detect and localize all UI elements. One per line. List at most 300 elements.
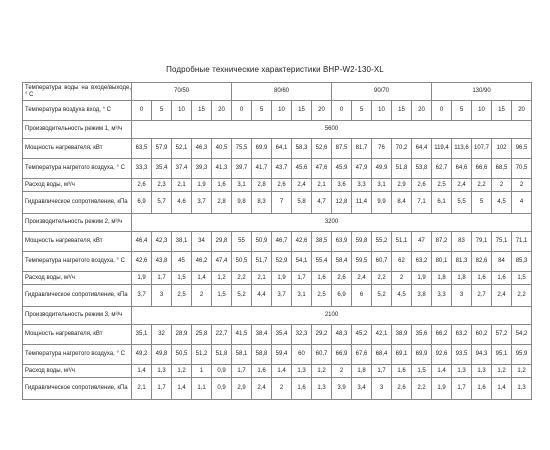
table-cell: 49,2: [132, 345, 152, 365]
table-row: [23, 139, 532, 159]
table-cell: 1,8: [452, 272, 472, 285]
row-label: Гидравлическое сопротивление, кПа: [23, 285, 132, 307]
table-row: [23, 272, 532, 285]
table-cell: 3,6: [332, 179, 352, 192]
table-cell: 5,2: [372, 285, 392, 307]
table-cell: 119,4: [432, 139, 452, 159]
table-cell: 49,9: [372, 159, 392, 179]
table-cell: 46,3: [192, 139, 212, 159]
air-temp-label: Температура воздуха вход, ° С: [23, 101, 132, 121]
table-cell: 41,7: [252, 159, 272, 179]
table-cell: 1,4: [492, 378, 512, 400]
table-cell: 2,5: [432, 179, 452, 192]
table-cell: 1,9: [272, 272, 292, 285]
table-cell: 5,5: [452, 192, 472, 214]
table-cell: 2,6: [132, 179, 152, 192]
table-cell: 2,1: [172, 179, 192, 192]
table-cell: 39,7: [232, 159, 252, 179]
table-cell: 81,7: [352, 139, 372, 159]
table-cell: 38,4: [252, 325, 272, 345]
table-cell: 2,2: [232, 272, 252, 285]
air-temp-cell: 10: [272, 101, 292, 121]
table-cell: 2,2: [512, 285, 532, 307]
air-temp-cell: 10: [472, 101, 492, 121]
table-row: [23, 345, 532, 365]
table-cell: 79,1: [472, 232, 492, 252]
table-cell: 3,8: [412, 285, 432, 307]
table-cell: 75,1: [492, 232, 512, 252]
table-cell: 2,5: [172, 285, 192, 307]
table-cell: 7: [272, 192, 292, 214]
table-cell: 68,5: [492, 159, 512, 179]
table-cell: 82,6: [472, 252, 492, 272]
table-cell: 107,7: [472, 139, 492, 159]
row-label: Мощность нагревателя, кВт: [23, 325, 132, 345]
table-cell: 1,9: [192, 179, 212, 192]
table-cell: 64,4: [412, 139, 432, 159]
table-cell: 1,4: [432, 365, 452, 378]
table-cell: 1,9: [412, 272, 432, 285]
table-cell: 52,9: [272, 252, 292, 272]
table-cell: 1,3: [472, 365, 492, 378]
row-label: Расход воды, м³/ч: [23, 179, 132, 192]
table-cell: 64,6: [452, 159, 472, 179]
table-cell: 1,4: [272, 365, 292, 378]
table-cell: 1,7: [152, 272, 172, 285]
row-label: Гидравлическое сопротивление, кПа: [23, 192, 132, 214]
table-cell: 102: [492, 139, 512, 159]
table-cell: 2,4: [492, 285, 512, 307]
table-cell: 66,6: [472, 159, 492, 179]
table-cell: 42,6: [292, 232, 312, 252]
table-cell: 60,7: [312, 345, 332, 365]
table-cell: 52,6: [312, 139, 332, 159]
table-cell: 57,2: [492, 325, 512, 345]
table-cell: 1: [192, 365, 212, 378]
table-cell: 1,7: [372, 365, 392, 378]
table-cell: 4,5: [492, 192, 512, 214]
mode-value: 2100: [132, 307, 532, 325]
table-cell: 35,1: [132, 325, 152, 345]
table-cell: 46,2: [192, 252, 212, 272]
table-cell: 47,9: [352, 159, 372, 179]
table-cell: 1,6: [292, 378, 312, 400]
table-cell: 6,9: [132, 192, 152, 214]
table-cell: 41,3: [212, 159, 232, 179]
table-cell: 1,2: [312, 365, 332, 378]
table-cell: 38,5: [312, 232, 332, 252]
table-cell: 3,7: [272, 285, 292, 307]
table-cell: 63,2: [412, 252, 432, 272]
table-cell: 1,5: [412, 365, 432, 378]
table-cell: 2,8: [252, 179, 272, 192]
table-cell: 57,9: [152, 139, 172, 159]
air-temp-cell: 15: [392, 101, 412, 121]
air-temp-cell: 20: [412, 101, 432, 121]
table-cell: 1,2: [512, 365, 532, 378]
table-cell: 45,2: [352, 325, 372, 345]
table-cell: 2,4: [352, 272, 372, 285]
table-cell: 70,2: [392, 139, 412, 159]
table-cell: 1,7: [152, 378, 172, 400]
air-temp-cell: 5: [352, 101, 372, 121]
table-cell: 1,7: [232, 365, 252, 378]
table-cell: 11,4: [352, 192, 372, 214]
table-cell: 94,3: [472, 345, 492, 365]
table-cell: 51,2: [192, 345, 212, 365]
table-cell: 3,4: [352, 378, 372, 400]
table-cell: 1,6: [252, 365, 272, 378]
table-row: [23, 192, 532, 214]
table-cell: 0,9: [212, 365, 232, 378]
table-cell: 64,1: [272, 139, 292, 159]
table-cell: 1,9: [132, 272, 152, 285]
table-cell: 3,1: [372, 179, 392, 192]
table-cell: 69,9: [412, 345, 432, 365]
table-cell: 2,6: [412, 179, 432, 192]
table-cell: 40,5: [212, 139, 232, 159]
table-cell: 1,3: [152, 365, 172, 378]
table-cell: 3: [452, 285, 472, 307]
table-cell: 3,3: [352, 179, 372, 192]
table-cell: 76: [372, 139, 392, 159]
table-cell: 1,3: [512, 378, 532, 400]
table-cell: 113,6: [452, 139, 472, 159]
row-label: Мощность нагревателя, кВт: [23, 232, 132, 252]
water-group-header: 80/60: [232, 83, 332, 101]
table-cell: 2: [192, 285, 212, 307]
table-cell: 1,6: [312, 272, 332, 285]
table-cell: 70,5: [512, 159, 532, 179]
table-cell: 2,2: [412, 378, 432, 400]
table-cell: 1,6: [472, 272, 492, 285]
table-cell: 68,4: [372, 345, 392, 365]
table-cell: 87,5: [332, 139, 352, 159]
table-cell: 1,7: [452, 378, 472, 400]
table-cell: 55,4: [312, 252, 332, 272]
table-cell: 1,6: [392, 365, 412, 378]
table-cell: 1,2: [492, 365, 512, 378]
table-cell: 63,2: [452, 325, 472, 345]
table-cell: 32,3: [292, 325, 312, 345]
table-cell: 4,5: [392, 285, 412, 307]
table-cell: 37,4: [172, 159, 192, 179]
table-cell: 43,8: [152, 252, 172, 272]
air-temp-cell: 10: [172, 101, 192, 121]
table-cell: 2,1: [312, 179, 332, 192]
mode-row: [23, 121, 532, 139]
air-temp-cell: 0: [332, 101, 352, 121]
table-cell: 48,3: [332, 325, 352, 345]
table-cell: 28,9: [172, 325, 192, 345]
table-cell: 63,5: [132, 139, 152, 159]
table-cell: 1,1: [192, 378, 212, 400]
table-cell: 95,9: [512, 345, 532, 365]
table-cell: 1,3: [292, 365, 312, 378]
table-cell: 4: [512, 192, 532, 214]
table-cell: 83: [452, 232, 472, 252]
mode-row: [23, 214, 532, 232]
table-cell: 55,2: [372, 232, 392, 252]
table-cell: 62: [392, 252, 412, 272]
row-label: Температура нагретого воздуха, ° С: [23, 252, 132, 272]
table-row: [23, 365, 532, 378]
table-cell: 60,2: [472, 325, 492, 345]
mode-label: Производительность режим 3, м³/ч: [23, 307, 132, 325]
table-cell: 35,4: [272, 325, 292, 345]
table-cell: 43,7: [272, 159, 292, 179]
table-cell: 42,3: [152, 232, 172, 252]
table-cell: 5,2: [232, 285, 252, 307]
table-cell: 2,4: [292, 179, 312, 192]
table-cell: 1,4: [132, 365, 152, 378]
table-cell: 49,8: [152, 345, 172, 365]
air-temp-cell: 5: [152, 101, 172, 121]
table-cell: 6,9: [332, 285, 352, 307]
table-cell: 84: [492, 252, 512, 272]
table-cell: 2,3: [152, 179, 172, 192]
table-cell: 2,4: [452, 179, 472, 192]
table-cell: 54,2: [512, 325, 532, 345]
table-cell: 59,8: [352, 232, 372, 252]
table-cell: 58,3: [292, 139, 312, 159]
table-cell: 1,5: [512, 272, 532, 285]
row-label: Расход воды, м³/ч: [23, 365, 132, 378]
table-cell: 55: [232, 232, 252, 252]
table-cell: 45,6: [292, 159, 312, 179]
table-cell: 42,1: [372, 325, 392, 345]
table-cell: 59,5: [352, 252, 372, 272]
table-cell: 1,3: [312, 378, 332, 400]
table-cell: 2,6: [332, 272, 352, 285]
table-cell: 1,9: [432, 378, 452, 400]
spec-table: [22, 82, 532, 400]
table-cell: 51,7: [252, 252, 272, 272]
table-cell: 2,9: [392, 179, 412, 192]
row-label: Температура нагретого воздуха, ° С: [23, 345, 132, 365]
mode-value: 3200: [132, 214, 532, 232]
table-cell: 66,9: [332, 345, 352, 365]
table-cell: 12,8: [332, 192, 352, 214]
table-cell: 29,2: [312, 325, 332, 345]
table-row: [23, 252, 532, 272]
water-temp-label: Температура воды на входе/выходе, ° С: [23, 83, 132, 101]
table-cell: 2,9: [232, 378, 252, 400]
table-cell: 50,5: [172, 345, 192, 365]
table-cell: 1,2: [212, 272, 232, 285]
table-cell: 4,4: [252, 285, 272, 307]
table-cell: 6: [352, 285, 372, 307]
water-group-header: 130/90: [432, 83, 532, 101]
table-cell: 3,1: [232, 179, 252, 192]
mode-value: 5600: [132, 121, 532, 139]
air-temp-cell: 20: [312, 101, 332, 121]
table-cell: 1,4: [172, 378, 192, 400]
table-cell: 1,6: [492, 272, 512, 285]
table-cell: 8,4: [392, 192, 412, 214]
table-cell: 22,7: [212, 325, 232, 345]
table-cell: 39,3: [192, 159, 212, 179]
table-cell: 29,8: [212, 232, 232, 252]
table-cell: 50,5: [232, 252, 252, 272]
table-cell: 46,4: [132, 232, 152, 252]
table-cell: 1,8: [432, 272, 452, 285]
table-cell: 35,4: [152, 159, 172, 179]
table-cell: 58,4: [332, 252, 352, 272]
table-cell: 2: [512, 179, 532, 192]
table-cell: 92,6: [432, 345, 452, 365]
table-cell: 2,1: [252, 272, 272, 285]
row-label: Температура нагретого воздуха, ° С: [23, 159, 132, 179]
table-cell: 62,7: [432, 159, 452, 179]
table-row: [23, 325, 532, 345]
table-cell: 1,3: [452, 365, 472, 378]
table-cell: 1,6: [212, 179, 232, 192]
table-cell: 80,1: [432, 252, 452, 272]
table-cell: 5: [472, 192, 492, 214]
table-cell: 7,1: [412, 192, 432, 214]
table-cell: 51,8: [392, 159, 412, 179]
table-cell: 8,3: [252, 192, 272, 214]
table-cell: 4,7: [312, 192, 332, 214]
header-row-air: [23, 101, 532, 121]
water-group-header: 70/50: [132, 83, 232, 101]
table-cell: 51,1: [392, 232, 412, 252]
air-temp-cell: 10: [372, 101, 392, 121]
table-cell: 42,6: [132, 252, 152, 272]
table-cell: 2,8: [212, 192, 232, 214]
table-cell: 38,1: [172, 232, 192, 252]
table-cell: 1,2: [172, 365, 192, 378]
table-cell: 1,4: [192, 272, 212, 285]
water-group-header: 90/70: [332, 83, 432, 101]
table-cell: 9,8: [232, 192, 252, 214]
table-cell: 2: [392, 272, 412, 285]
table-cell: 2: [272, 378, 292, 400]
table-cell: 2,4: [252, 378, 272, 400]
table-cell: 2,6: [392, 378, 412, 400]
table-cell: 2: [332, 365, 352, 378]
air-temp-cell: 5: [252, 101, 272, 121]
table-cell: 60: [292, 345, 312, 365]
air-temp-cell: 0: [132, 101, 152, 121]
air-temp-cell: 0: [432, 101, 452, 121]
table-cell: 35,6: [412, 325, 432, 345]
table-cell: 59,4: [272, 345, 292, 365]
table-cell: 47: [412, 232, 432, 252]
table-cell: 67,6: [352, 345, 372, 365]
table-cell: 3: [152, 285, 172, 307]
table-cell: 58,1: [232, 345, 252, 365]
table-cell: 1,6: [472, 378, 492, 400]
table-cell: 69,1: [392, 345, 412, 365]
table-cell: 34: [192, 232, 212, 252]
table-cell: 38,9: [392, 325, 412, 345]
table-cell: 1,5: [172, 272, 192, 285]
table-cell: 66,2: [432, 325, 452, 345]
table-cell: 96,5: [512, 139, 532, 159]
table-cell: 2,2: [472, 179, 492, 192]
air-temp-cell: 20: [212, 101, 232, 121]
table-cell: 1,7: [292, 272, 312, 285]
table-cell: 5,8: [292, 192, 312, 214]
table-cell: 25,8: [192, 325, 212, 345]
table-row: [23, 159, 532, 179]
table-cell: 9,9: [372, 192, 392, 214]
air-temp-cell: 15: [292, 101, 312, 121]
table-cell: 47,4: [212, 252, 232, 272]
mode-label: Производительность режим 2, м³/ч: [23, 214, 132, 232]
table-cell: 71,1: [512, 232, 532, 252]
air-temp-cell: 5: [452, 101, 472, 121]
table-cell: 52,1: [172, 139, 192, 159]
table-cell: 1,5: [212, 285, 232, 307]
air-temp-cell: 20: [512, 101, 532, 121]
air-temp-cell: 15: [192, 101, 212, 121]
table-cell: 85,3: [512, 252, 532, 272]
table-cell: 50,9: [252, 232, 272, 252]
table-cell: 3,7: [192, 192, 212, 214]
table-cell: 2,5: [312, 285, 332, 307]
table-cell: 3,7: [132, 285, 152, 307]
table-cell: 6,1: [432, 192, 452, 214]
row-label: Гидравлическое сопротивление, кПа: [23, 378, 132, 400]
table-cell: 2: [492, 179, 512, 192]
table-cell: 95,1: [492, 345, 512, 365]
page-title: Подробные технические характеристики ВНР-W2-130-XL: [166, 65, 384, 74]
mode-label: Производительность режим 1, м³/ч: [23, 121, 132, 139]
table-cell: 1,8: [352, 365, 372, 378]
table-cell: 33,3: [132, 159, 152, 179]
row-label: Расход воды, м³/ч: [23, 272, 132, 285]
table-row: [23, 285, 532, 307]
table-cell: 0,9: [212, 378, 232, 400]
mode-row: [23, 307, 532, 325]
table-cell: 53,8: [412, 159, 432, 179]
table-cell: 46,7: [272, 232, 292, 252]
table-cell: 2,1: [132, 378, 152, 400]
table-row: [23, 378, 532, 400]
table-cell: 5,7: [152, 192, 172, 214]
air-temp-cell: 0: [232, 101, 252, 121]
table-cell: 47,6: [312, 159, 332, 179]
row-label: Мощность нагревателя, кВт: [23, 139, 132, 159]
table-cell: 58,8: [252, 345, 272, 365]
header-row-water: [23, 83, 532, 101]
table-cell: 4,6: [172, 192, 192, 214]
table-cell: 2,6: [272, 179, 292, 192]
table-cell: 54,1: [292, 252, 312, 272]
table-row: [23, 179, 532, 192]
table-row: [23, 232, 532, 252]
table-cell: 63,9: [332, 232, 352, 252]
table-cell: 87,2: [432, 232, 452, 252]
table-cell: 32: [152, 325, 172, 345]
table-cell: 3,9: [332, 378, 352, 400]
table-cell: 2,2: [372, 272, 392, 285]
table-cell: 51,8: [212, 345, 232, 365]
table-cell: 3,3: [432, 285, 452, 307]
table-cell: 81,3: [452, 252, 472, 272]
table-cell: 45,9: [332, 159, 352, 179]
table-cell: 45: [172, 252, 192, 272]
table-cell: 60,7: [372, 252, 392, 272]
table-cell: 3,1: [292, 285, 312, 307]
table-cell: 3: [372, 378, 392, 400]
table-cell: 75,5: [232, 139, 252, 159]
table-cell: 69,9: [252, 139, 272, 159]
table-cell: 2,7: [472, 285, 492, 307]
